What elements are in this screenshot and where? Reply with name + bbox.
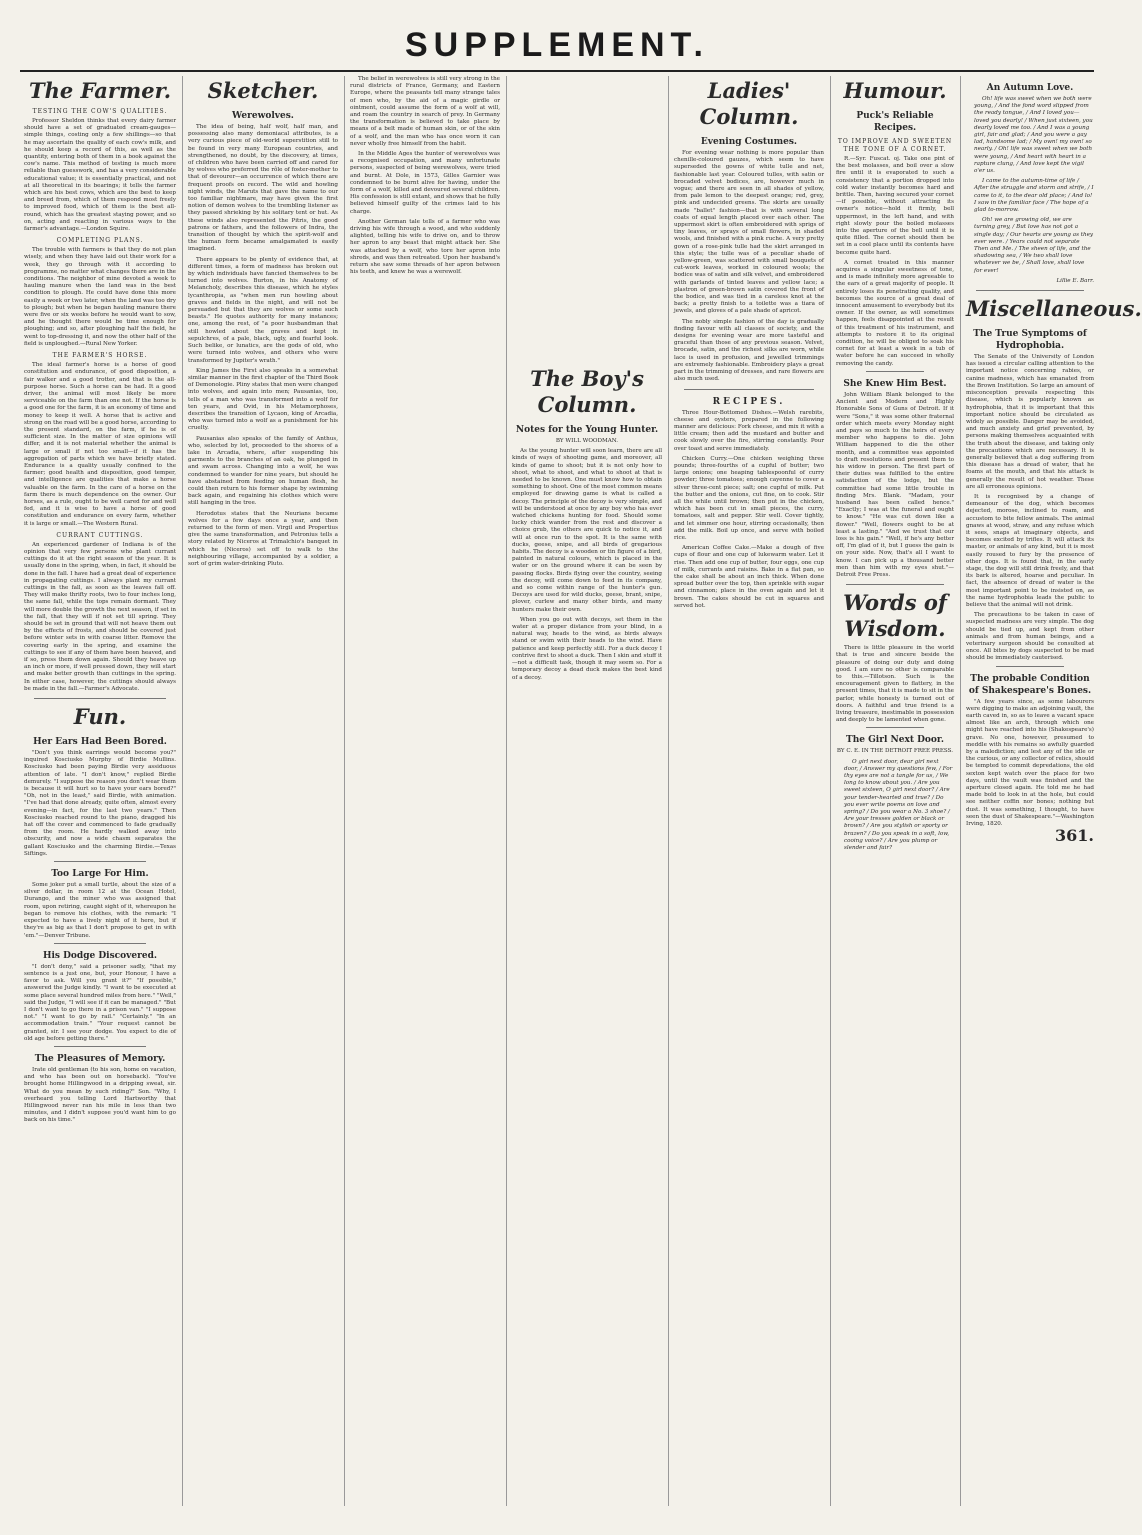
masthead: SUPPLEMENT.	[404, 26, 710, 64]
article-title: The True Symptoms of Hydrophobia.	[973, 329, 1087, 352]
article-title: Werewolves.	[232, 111, 294, 121]
section-heading-humour: Humour.	[843, 78, 947, 103]
section-heading-miscellaneous: Miscellaneous.	[966, 296, 1142, 322]
column-sketcher-1	[188, 76, 338, 1516]
column-sketcher-2	[350, 76, 500, 1516]
section-heading-sketcher: Sketcher.	[207, 78, 319, 103]
article-body: Pausanias also speaks of the family of Anthus, who, selected by lot, proceeded to the shores of a lake in Arcadia, where, after suspending his garments to the branches of an oak, he plunged in and swam across. Changing into a wolf, he was condemned to wander for nine years, but should he have abstained from feeding on human flesh, he could then return to his former shape by swimming back again, and regaining his clothes which were still hanging in the tree.	[188, 435, 338, 507]
divider	[54, 861, 146, 862]
section-heading-ladies: Ladies' Column.	[699, 78, 799, 129]
poem-signature: Lillie E. Barr.	[1056, 277, 1094, 284]
column-divider	[668, 76, 669, 1506]
article-body: Some joker put a small turtle, about the size of a silver dollar, in room 12 at the Ocean Hotel, Durango, and the miner who was assigned that room, upon retiring, caught sight of it, whereupon he began to remove his clothes, with the remark: "I expected to have a lively night of it here, but if they're as big as that I don't propose to get in with 'em."—Denver Tribune.	[24, 882, 176, 939]
article-title: Notes for the Young Hunter.	[515, 425, 659, 435]
article-body: The trouble with farmers is that they do not plan wisely, and when they have laid out their work for a week, they go through with it according to programme, no matter what changes there are in the conditions. The neighbor of mine devoted a week to hauling manure when the land was in the best condition to plough. He could have done this more easily a week or two later, when the land was too dry to plough; but when he began hauling manure there were five or six weeks before he would want to sow, and he thought there would be time enough for ploughing; and so, after ploughing half the field, he went to top-dressing it, and now the other half of the field is unploughed.—Rural New Yorker.	[24, 247, 176, 347]
section-heading-wisdom: Words of Wisdom.	[843, 590, 947, 642]
column-divider	[960, 76, 961, 1506]
article-body: An experienced gardener of Indiana is of the opinion that very few persons who plant currant cuttings do it at the right season of the year. It is usually done in the spring, when, in fact, it should be done in the fall. I have had a great deal of experience in propagating cuttings. I always plant my currant cuttings in the fall, as soon as the leaves fall off. They will make thrifty roots, two to four inches long, the same fall, while the tops remain dormant. They will more double the growth the next season, if set in the fall, that they will if not set till spring. They should be set in ground that will not heave them out by the effects of frosts, and should be covered just before winter sets in with coarse litter. Remove the covering early in the spring, and examine the cuttings to see if any of them have been heaved, and if so, press them down again. Should they heave up an inch or more, if well pressed down, they will start and make better growth than cuttings in the spring. In either case, however, the cuttings should always be made in the fall.—Farmer's Advocate.	[24, 541, 176, 692]
article-title: TESTING THE COW'S QUALITIES.	[32, 108, 168, 115]
column-farmer	[24, 76, 176, 1516]
article-body: It is recognised by a change of demeanour of the dog, which becomes dejected, morose, inclined to roam, and accustom to bite fellow animals. The animal gnaws at wood, straw, and any refuse which it sees, snaps at imaginary objects, and becomes excited by trifles. It will attack its master, or animals of any kind, but it is most easily roused to fury by the presence of other dogs. It is found that, in the early stage, the dog will still drink freely, and that its bark is altered, hoarse and peculiar. In fact, the absence of dread of water is the most important point to be insisted on, as the name hydrophobia leads the public to believe that the animal will not drink.	[966, 493, 1094, 608]
article-body: The idea of being, half wolf, half man, and possessing also many demoniacal attributes, is a very curious piece of old-world superstition still to be found in very many European countries, and strengthened, no doubt, by the discovery, at times, of children who have been carried off and cared for by wolves who preferred the rôle of foster-mother to that of devourer—an occurrence of which there are frequent proofs on record. The wild and howling night winds, the Maruts that gave the name to our too familiar nightmare, may have given the first notion of demon wolves to the trembling listener as they passed shrieking by his solitary tent or hut. As these winds also represented the Pitris, the good patrons or fathers, and the followers of Indra, the transition of thought by which the spirit-wolf and the human form became amalgamated is easily imagined.	[188, 124, 338, 253]
article-body: The ideal farmer's horse is a horse of good constitution and endurance, of good disposition, a fair walker and a good trotter, and that is the all-purpose horse. Such a horse can be had. It a good driver, the animal will most likely be more serviceable on the farm than one not. If the horse is a good one for the farm, it is an economy of time and money to keep it well. A horse that is active and strong on the road will be a good horse, according to the present standard, on the farm, if he is of sufficient size. In the matter of size opinions will differ, and it is not material whether the animal is large or small if not too small—if it has the aggregation of parts which we have briefly stated. Endurance is a quality usually confined to the farmer; good health and disposition, good temper, and intelligence are qualities that make a horse valuable on the farm. In the care of a horse on the farm there is much dependence on the owner. Our horses, as a rule, ought to be well cared for and well fed, and it is wise to have a horse of good constitution and endurance on every farm, whether it is large or small.—The Western Rural.	[24, 362, 176, 527]
column-divider	[182, 76, 183, 1506]
article-body: The precautions to be taken in case of suspected madness are very simple. The dog should be tied up, and kept from other animals and from human beings, and a veterinary surgeon should be consulted at once. All bites by dogs suspected to be mad should be immediately cauterised.	[966, 612, 1094, 662]
article-body: Irate old gentleman (to his son, home on vacation, and who has been out on horseback). "You've brought home Hillingwood in a dripping sweat, sir. What do you mean by such riding?" Son. "Why, I overheard you telling Lord Hartworthy that Hillingwood never ran his mile in less than two minutes, and I didn't suppose you'd want him to go back on his time."	[24, 1066, 176, 1124]
article-body: Three Hour-Bottomed Dishes.—Welsh rarebits, cheese and oysters, prepared in the following manner are delicious: Fork cheese, and mix it with a little cream; then add the mustard and butter and cook slowly over the fire, stirring constantly. Pour over toast and serve immediately.	[674, 409, 824, 452]
article-body: As the young hunter will soon learn, there are all kinds of ways of shooting game, and moreover, all kinds of game to shoot; but it is not only how to shoot, what to shoot, and what to shoot at that is needed to be known. One must know how to obtain something to shoot. One of the most common means employed for drawing game is what is called a decoy. The principle of the decoy is very simple, and will be understood at once by any boy who has ever watched chickens hunting for food. Should some lucky chick wander from the rest and discover a choice grub, the others are quick to notice it, and will at once run to the spot. It is the same with ducks, geese, snipe, and all birds of gregarious habits. The decoy is a wooden or tin figure of a bird, painted in natural colours, which is placed in the water or on the ground where it can be seen by passing flocks. Birds flying over the country, seeing the decoy, will come down to feed in its company, and so come within range of the hunter's gun. Decoys are used for wild ducks, geese, brant, snipe, plover, curlew and many other birds, and many hunters make their own.	[512, 448, 662, 613]
divider	[996, 666, 1064, 667]
article-body: Chicken Curry.—One chicken weighing three pounds; three-fourths of a cupful of butter; two large onions; one heaping tablespoonful of curry powder; three tomatoes; enough cayenne to cover a silver three-cent piece; salt; one cupful of milk. Put the butter and the onions, cut fine, on to cook. Stir all the while until brown; then put in the chicken, which has been cut in small pieces, the curry, tomatoes, salt and pepper. Stir well. Cover tightly, and let simmer one hour, stirring occasionally, then add the milk. Boil up once, and serve with boiled rice.	[674, 455, 824, 541]
divider	[866, 727, 924, 728]
column-miscellaneous	[966, 76, 1142, 1516]
article-body: Professor Sheldon thinks that every dairy farmer should have a set of graduated cream-gauges—simple things, costing only a few shillings—so that he may ascertain the quality of each cow's milk, and he should keep a record of this, as well as the quantity, entering both of them in a book against the cow's name. This method of testing is much more reliable than guesswork, and has a very considerable educational value; it is essentially practical, and not at all theoretical in its bearings; it tells the farmer which are his best cows, which are the best to keep and breed from, which of them respond most freely to improved food, which of them is the best all-round, which has the greatest staying power, and so on, acting and reacting in various ways to the farmer's advantage.—London Squire.	[24, 118, 176, 233]
article-title: Puck's Reliable Recipes.	[856, 111, 934, 133]
byline: BY WILL WOODMAN.	[555, 438, 619, 444]
section-heading-fun: Fun.	[73, 704, 127, 730]
divider	[34, 698, 166, 699]
divider	[54, 1046, 146, 1047]
article-body: In the Middle Ages the hunter of werewolves was a recognised occupation, and many unfortunate persons, suspected of being werewolves, were tried and burnt. At Dole, in 1573, Gilles Garnier was condemned to be burnt alive for having, under the form of a wolf, killed and devoured several children. His confession is still extant, and shows that he fully believed himself guilty of the crimes laid to his charge.	[350, 151, 500, 215]
poem-body: O girl next door, dear girl next door, / Answer my questions few, / For thy eyes are not a tangle for us, / We long to know about you. / Are you sweet sixteen, O girl next door? / Are your tender-hearted and true? / Do you ever write poems on love and spring? / Do you wear a No. 3 shoe? / Are your tresses golden or black or brown? / Are you stylish or sporty or brazen? / Do you speak in a soft, low, cooing voice? / Are you plump or slender and fair?	[844, 758, 953, 852]
column-divider	[506, 76, 507, 1506]
article-body: "I don't deny," said a prisoner sadly, "that my sentence is a just one, but, your Honour, I have a favor to ask. Will you grant it?" "If possible," answered the Judge kindly. "I want to be executed at some place several hundred miles from here." "Well," said the Judge, "I will see if it can be managed." "But I don't want to go there in a prison van." "I suppose not." "I want to go by rail." "Certainly." "In an accommodation train." "Your request cannot be granted, sir. I see your dodge. You expect to die of old age before getting there."	[24, 963, 176, 1042]
article-body: King James the First also speaks in a somewhat similar manner in the first chapter of the Third Book of Demonologie. Pliny states that men were changed into wolves, and again into men; Pausanias, too, tells of a man who was transformed into a wolf for ten years, and Ovid, in his Metamorphoses, describes the transition of Lycaon, king of Arcadia, who was turned into a wolf as a punishment for his cruelty.	[188, 367, 338, 432]
column-ladies	[674, 76, 824, 1516]
poem-body: Oh! we are growing old, we are turning grey, / But love has not got a single day; / Our hearts are young as they ever were. / Years could not separate Then and Me. / The sheen of life, and the shadowing sea, / We two shall love whatever we be, / Shall love, shall love for ever!	[974, 217, 1094, 274]
article-body: There is little pleasure in the world that is true and sincere beside the pleasure of doing our duty and doing good. I am sure no other is comparable to this.—Tillotson. Such is the encouragement given to flattery, in the present times, that it is made to sit in the parlor, while honesty is turned out of doors. A faithful and true friend is a living treasure, inestimable in possession and deeply to be lamented when gone.	[836, 645, 954, 724]
article-title: The Girl Next Door.	[846, 735, 944, 746]
article-body: "A few years since, as some labourers were digging to make an adjoining vault, the earth caved in, so as to leave a vacant space almost like an arch, through which one might have reached into his (Shakespeare's) grave. No one, however, presumed to meddle with his remains so awfully guarded by a malediction; and lest any of the idle or the curious, or any collector of relics, should be tempted to commit depredations, the old sexton kept watch over the place for two days, until the vault was finished and the aperture closed again. He told me he had made bold to look in at the hole, but could see neither coffin nor bones; nothing but dust. It was something, I thought, to have seen the dust of Shakespeare."—Washington Irving, 1820.	[966, 698, 1094, 828]
article-body: John William Blank belonged to the Ancient and Modern and Highly Honorable Sons of Guns of Detroit. If it were "Sons," it was some other fraternal order which meets every Monday night and pays so much to the heirs of every member who happens to die. John William happened to die the other month, and a committee was appointed to draft resolutions and present them to his widow in person. The first part of their duties was fulfilled to the entire satisfaction of the lodge, but the committee had some little trouble in finding Mrs. Blank. "Madam, your husband has been called hence." "Exactly; I was at the funeral and ought to know." "He was cut down like a flower." "Well, flowers ought to be at least a lasting." "And we trust that our loss is his gain." "Well, if he's any better off, I'm glad of it, but I guess the gain is on your side. Now, that's all I want to know. I can pick up a thousand better men than him with my eyes shut."—Detroit Free Press.	[836, 391, 954, 578]
article-body: Another German tale tells of a farmer who was driving his wife through a wood, and who suddenly alighted, telling his wife to drive on, and to throw her apron to any beast that might attack her. She was attacked by a wolf, who tore her apron into shreds, and was then retreated. Upon her husband's return she saw some threads of her apron between his teeth, and knew he was a werewolf.	[350, 218, 500, 276]
article-title: The probable Condition of Shakespeare's Bones.	[968, 673, 1092, 696]
divider	[684, 389, 814, 390]
article-body: The Senate of the University of London has issued a circular calling attention to the important notice concerning rabies, or canine madness, which has emanated from the Brown Institution. So large an amount of misconception prevails respecting this disease, which is popularly known as hydrophobia, that it is important that this important notice should be circulated as widely as possible. Danger may be avoided, and much anxiety and grief prevented, by persons making themselves acquainted with the truth about the disease, and taking only the precautions which are necessary. It is generally believed that a dog suffering from this disease has a dread of water, that he foams at the mouth, and that his attack is generally the result of hot weather. These are all erroneous opinions.	[966, 354, 1094, 490]
page-number: 361.	[1055, 826, 1094, 846]
article-title: Her Ears Had Been Bored.	[33, 737, 167, 748]
divider	[866, 371, 924, 372]
poem-title: An Autumn Love.	[986, 83, 1074, 93]
article-body: American Coffee Cake.—Make a dough of five cups of flour and one cup of lukewarm water. Let it rise. Then add one cup of butter, four eggs, one cup of milk, currants and raisins. Bake in a flat pan, so the cake shall be about an inch thick. When done spread butter over the top, then sprinkle with sugar and cinnamon; place in the oven again and let it brown. The cakes should be cut in squares and served hot.	[674, 545, 824, 609]
article-body: For evening wear nothing is more popular than chenille-coloured gauzes, which seem to have superseded the gowns of white tulle and net, fashionable last year. Coloured tulles, with satin or brocaded velvet bodices, are, however much in vogue; and there are seen in all shades of yellow, from pale lemon to the deepest orange; red, grey, pink and undecided greens. The skirts are usually made "ballet" fashion—that is with several long coats of equal length placed over each other. The uppermost skirt is often embroidered with sprigs of tiny leaves, or sprays of small flowers, in shaded wools, and finished with a pink ruche. A very pretty gown of a rose-pink tulle had the skirt arranged in this style; the tulle was of a peculiar shade of yellow-green, was scattered with small bouquets of cut-work leaves, worked in coloured wools; the bodice was of satin and silk velvet, and embroidered with garlands of tinted leaves and yellow lace; a plastron of green-brown satin covered the front of the bodice, and was tied in a careless knot at the back; a pretty finish to a toilette was a tiara of jewels, and gloves of a pale shade of apricot.	[674, 150, 824, 315]
divider	[976, 290, 1084, 291]
article-body: There appears to be plenty of evidence that, at different times, a form of madness has broken out by which individuals have fancied themselves to be turned into wolves. Burton, in his Anatomy of Melancholy, describes this disease, which he styles lycanthropia, as "when men run howling about graves and fields in the night, and will not be persuaded but that they are wolves or some such beasts." He quotes authority for many instances; one, among the rest, of "a poor husbandman that still howled about the graves and kept in sepulchres, of a pale, black, ugly, and fearful look. Such belike, or lunatics, are the gods of old, who were turned into wolves, and others who were transformed by Jupiter's wrath."	[188, 256, 338, 364]
column-divider	[830, 76, 831, 1506]
column-boys	[512, 76, 662, 1516]
article-body: When you go out with decoys, set them in the water at a proper distance from your blind, in a natural way, heads to the wind, as birds always stand or swim with their heads to the wind. Have patience and keep perfectly still. For a duck decoy I contrive first to shoot a duck. Then I skin and stuff it—not a difficult task, though it may seem so. For a temporary decoy a dead duck makes the best kind of a decoy.	[512, 616, 662, 681]
article-subtitle: TO IMPROVE AND SWEETEN THE TONE OF A CORNET.	[837, 138, 953, 153]
article-body: The nobly simple fashion of the day is gradually finding favour with all classes of society, and the designs for evening wear are more tasteful and graceful than those of any previous season. Velvet, brocade, satin, and the richest silks are worn, while lace is used in profusion, and jewelled trimmings are extremely fashionable. Embroidery plays a great part in the trimming of dresses, and rare flowers are also much used.	[674, 318, 824, 383]
article-body: Herodotus states that the Neurians became wolves for a few days once a year, and then returned to the form of men. Virgil and Propertius give the same transformation, and Petronius tells a story related by Niceros at Trimalchio's banquet in which he (Niceros) set off to walk to the neighbouring village, accompanied by a soldier, a sort of grim water-drinking Pluto.	[188, 510, 338, 567]
byline: BY C. E. IN THE DETROIT FREE PRESS.	[836, 748, 954, 755]
column-humour	[836, 76, 954, 1516]
article-body: "Don't you think earrings would become you?" inquired Kosciusko Murphy of Birdie Mullins. Kosciusko had been paying Birdie very assiduous attention of late. "I don't know," replied Birdie demurely. "I suppose the reason you don't wear them is because it will hurt so to have your ears bored?" "Oh, not in the least," said Birdie, with animation. "I've had that done already, quite often, almost every evening—in fact, for the last two years." Then Kosciusko reached round to the piano, dragged his hat off the cover and commenced to fade gradually from the room. He hardly walked away into obscurity, and now a wide chasm separates the gallant Kosciusko and the charming Birdie.—Texas Siftings.	[24, 750, 176, 857]
masthead-rule	[20, 70, 1094, 72]
section-heading-boys: The Boy's Column.	[530, 366, 644, 417]
article-title: His Dodge Discovered.	[43, 950, 157, 961]
article-title: RECIPES.	[712, 396, 786, 407]
article-title: She Knew Him Best.	[843, 378, 947, 389]
poem-body: I came to the autumn-time of life / After the struggle and storm and strife, / I came to it, to the dear old place; / And lo! I saw in the familiar face / The hope of a glad to-morrow.	[974, 178, 1094, 214]
article-body: A cornet treated in this manner acquires a singular sweetness of tone, and is made infinitely more agreeable to the ears of a great majority of people. It entirely loses its penetrating quality, and becomes the source of a great deal of innocent amusement to everybody but its owner. If the owner, as will sometimes happen, feels disappointed at the result of this treatment of his instrument, and attempts to restore it to its original condition, he will be obliged to soak his cornet for at least a week in a tub of water before he can succeed in wholly removing the candy.	[836, 259, 954, 367]
poem-body: Oh! life was sweet when we both were young, / And the fond word slipped from the ready tongue, / And I loved you—loved you dearly! / When just sixteen, you dearly loved me too. / And I was a young girl, fair and glad; / And you were a gay lad, handsome lad; / My own! my own! so nearly. / Oh! life was sweet when we both were young, / And heart with heart in a rapture clung, / And love kept the vigil o'er us.	[974, 96, 1093, 175]
column-divider	[344, 76, 345, 1506]
article-title: Evening Costumes.	[700, 137, 798, 147]
section-heading-farmer: The Farmer.	[28, 78, 172, 103]
divider	[54, 943, 146, 944]
article-body: The belief in werewolves is still very strong in the rural districts of France, Germany, and Eastern Europe, where the peasants tell many strange tales of men who, by the aid of a magic girdle or ointment, could assume the form of a wolf at will, and roam the country in search of prey. In Germany the transformation is believed to take place by means of a belt made of human skin, or of the skin of a wolf, and the man who has once worn it can never wholly free himself from the habit.	[350, 76, 500, 147]
article-title: CURRANT CUTTINGS.	[56, 531, 144, 539]
article-body: R.—Syr. Fuscat. oj. Take one pint of the best molasses, and boil over a slow fire until it is evaporated to such a consistency that a portion dropped into cold water instantly becomes hard and brittle. Then, having secured your cornet—if possible, without attracting its owner's notice—hold it firmly, bell uppermost, in the left hand, and with right slowly pour the boiled molasses into the aperture of the bell until it is quite filled. The cornet should then be set in a cool place until its contents have become quite hard.	[836, 156, 954, 256]
article-title: THE FARMER'S HORSE.	[52, 352, 148, 360]
divider	[846, 584, 944, 585]
article-title: The Pleasures of Memory.	[34, 1053, 166, 1064]
article-title: Too Large For Him.	[51, 869, 149, 880]
article-title: COMPLETING PLANS.	[56, 237, 144, 245]
